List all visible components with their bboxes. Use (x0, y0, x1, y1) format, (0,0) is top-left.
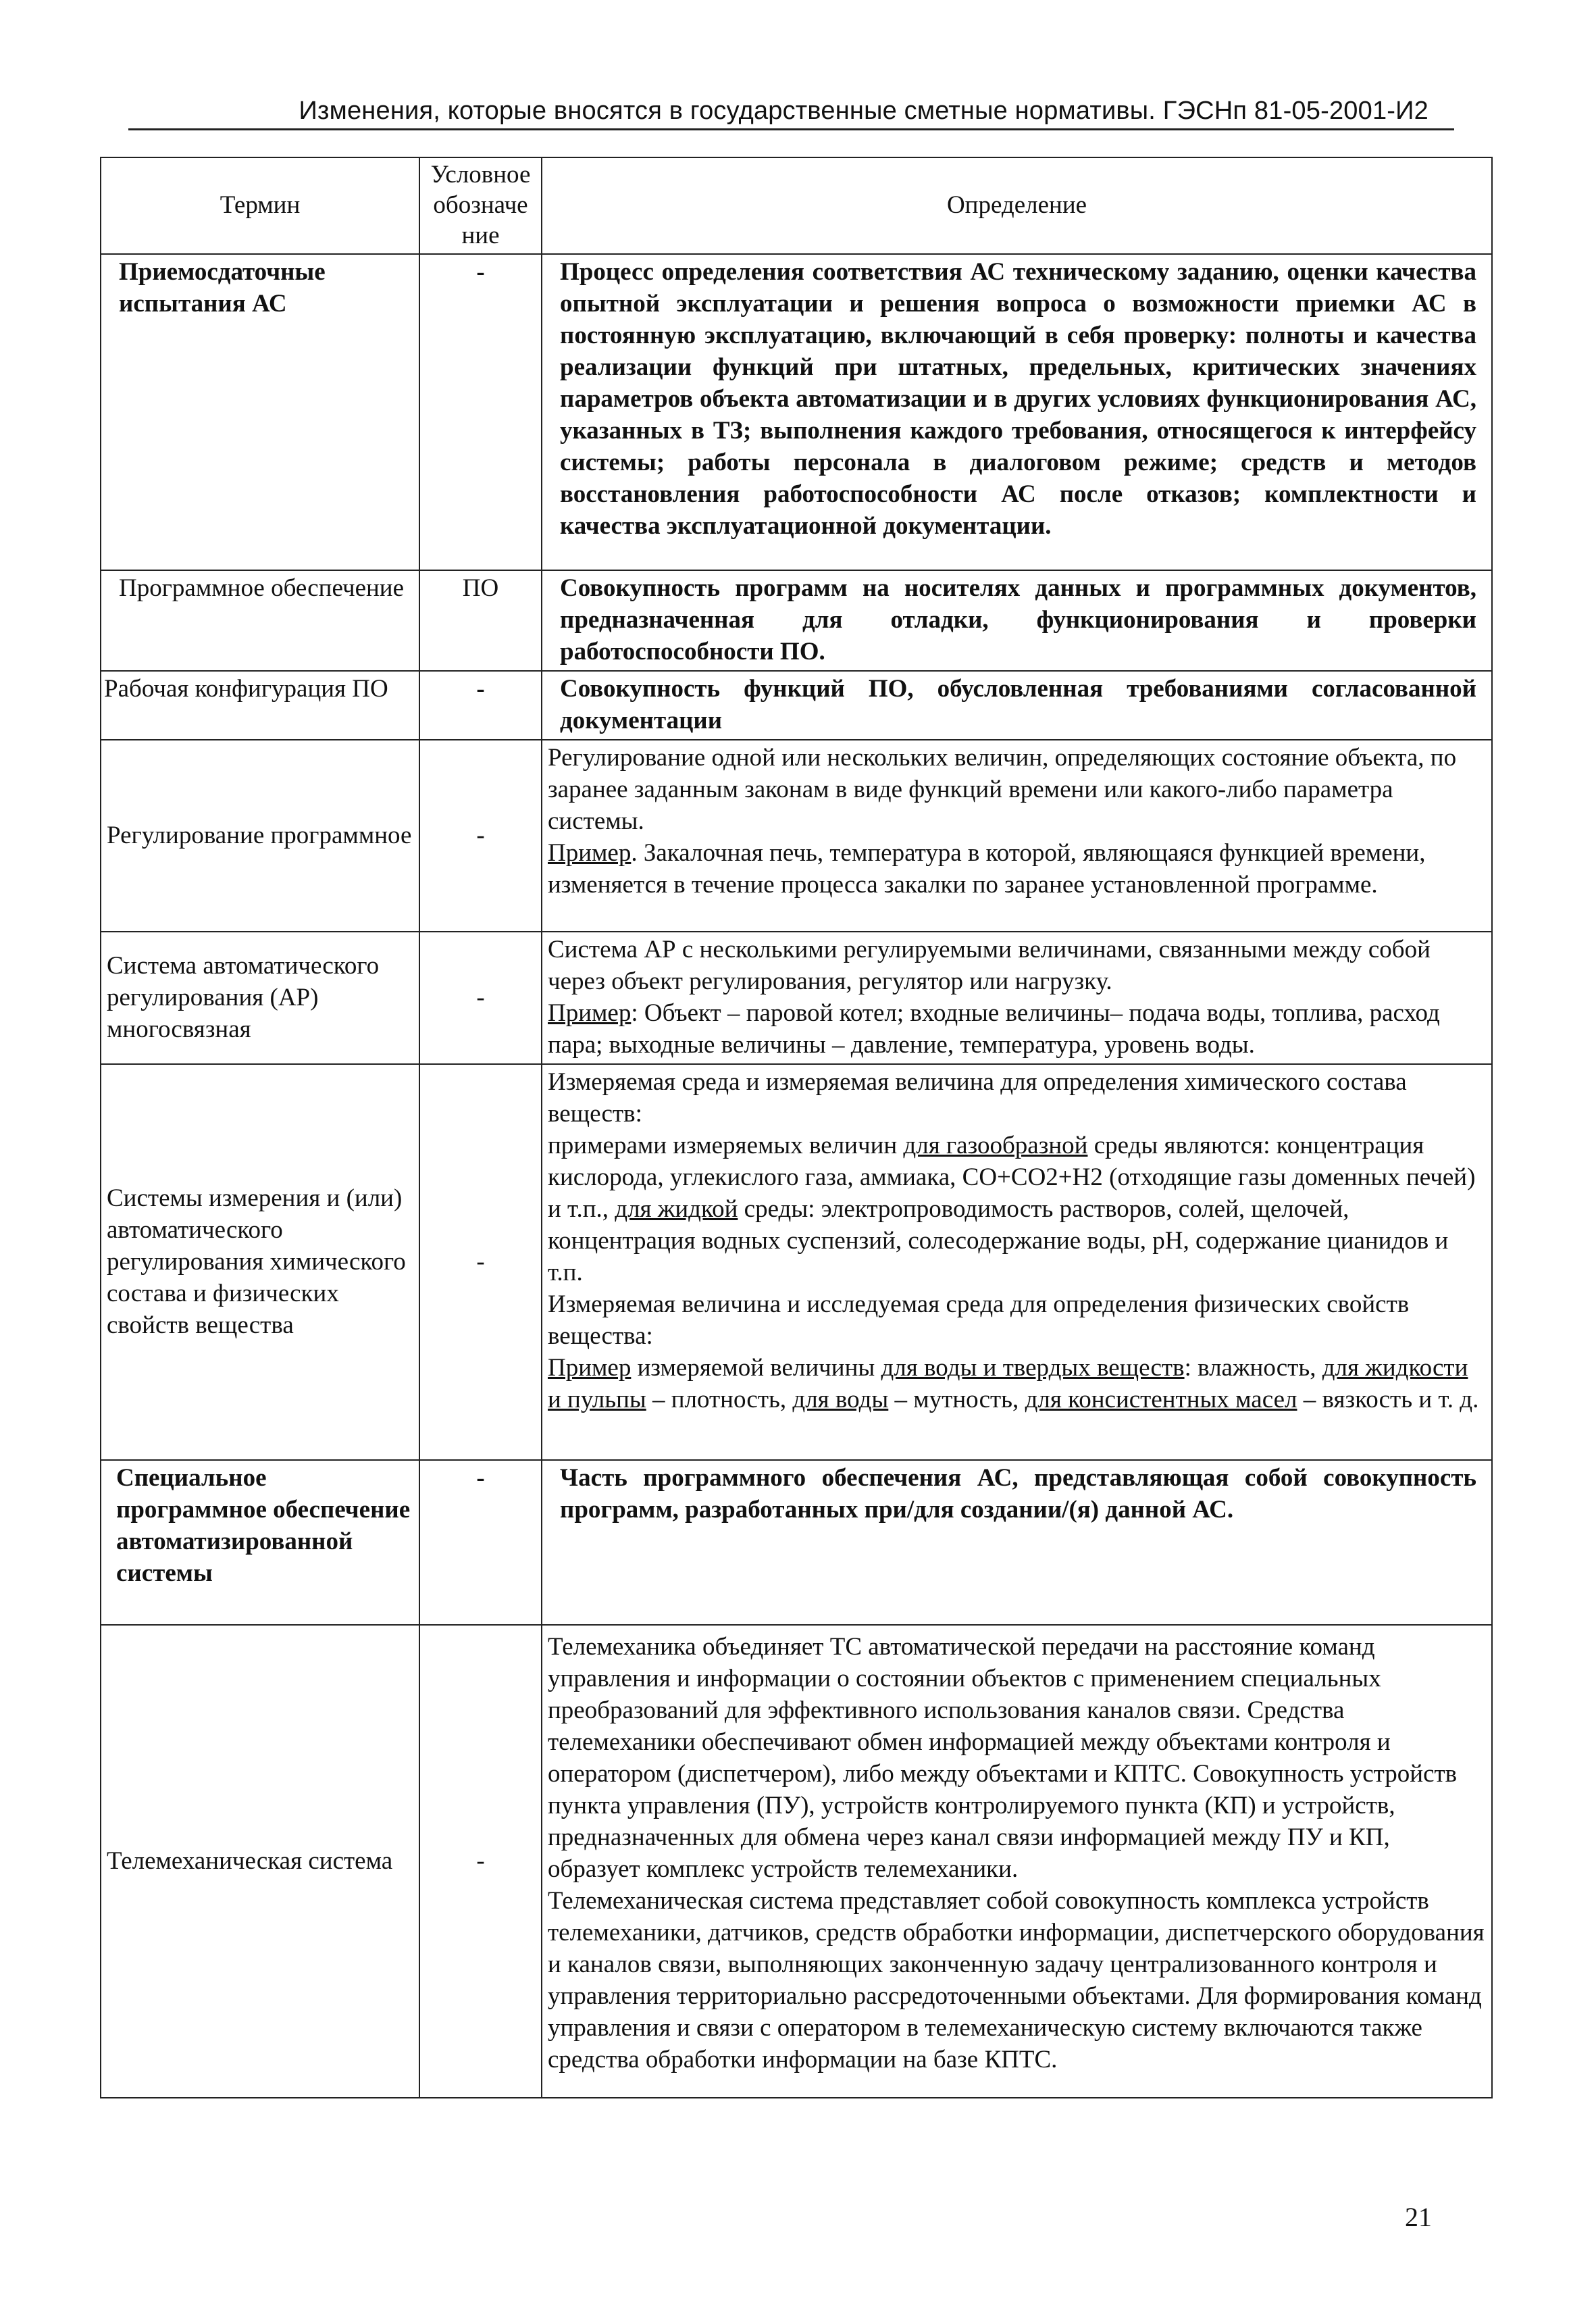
table-row (101, 1460, 1492, 1625)
term-cell: Специальное программное обеспечение автоматизированной системы (101, 1460, 419, 1625)
terms-table (100, 157, 1493, 2098)
term-cell: Регулирование программное (101, 740, 419, 932)
definition-cell: Измеряемая среда и измеряемая величина для определения химического состава веществ: примерами измеряемых величин для газообразной среды являются: концентрация кислорода, углекислого газа, аммиака, СО+СО2+Н2 (отходящие газы доменных печей) и т.п., для жидкой среды: электропроводимость растворов, солей, щелочей, концентрация водных суспензий, солесодержание воды, рН, содержание цианидов и т.п. Измеряемая величина и исследуемая среда для определения физических свойств вещества: Пример измеряемой величины для воды и твердых веществ: влажность, для жидкости и пульпы – плотность, для воды – мутность, для консистентных масел – вязкость и т. д. (542, 1064, 1492, 1460)
term-cell: Система автоматического регулирования (АР) многосвязная (101, 932, 419, 1064)
symbol-cell: - (419, 1460, 542, 1625)
term-cell: Телемеханическая система (101, 1625, 419, 2098)
example-label: Пример (548, 839, 632, 867)
table-row (101, 254, 1492, 570)
page-header (128, 93, 1454, 130)
symbol-cell: - (419, 671, 542, 740)
definition-cell: Совокупность программ на носителях данных и программных документов, предназначенная для отладки, функционирования и проверки работоспособности ПО. (542, 570, 1492, 671)
symbol-cell: - (419, 932, 542, 1064)
example-label: Пример (548, 999, 632, 1027)
header-text: Изменения, которые вносятся в государственные сметные нормативы. ГЭСНп 81-05-2001-И2 (299, 97, 1428, 125)
table-row (101, 570, 1492, 671)
symbol-cell: - (419, 740, 542, 932)
table-row (101, 1625, 1492, 2098)
column-header-term: Термин (101, 157, 419, 254)
symbol-cell: ПО (419, 570, 542, 671)
term-cell: Приемосдаточные испытания АС (101, 254, 419, 570)
symbol-cell: - (419, 1625, 542, 2098)
table-row (101, 932, 1492, 1064)
table-row (101, 1064, 1492, 1460)
term-cell: Программное обеспечение (101, 570, 419, 671)
table-header-row (101, 157, 1492, 254)
page-number: 21 (1405, 2202, 1432, 2232)
definition-cell: Регулирование одной или нескольких величин, определяющих состояние объекта, по заранее заданным законам в виде функций времени или какого-либо параметра системы. Пример. Закалочная печь, температура в которой, являющаяся функцией времени, изменяется в течение процесса закалки по заранее установленной программе. (542, 740, 1492, 932)
definition-cell: Часть программного обеспечения АС, представляющая собой совокупность программ, разработанных при/для создании/(я) данной АС. (542, 1460, 1492, 1625)
symbol-cell: - (419, 254, 542, 570)
definition-cell: Телемеханика объединяет ТС автоматической передачи на расстояние команд управления и информации о состоянии объектов с применением специальных преобразований для эффективного использования каналов связи. Средства телемеханики обеспечивают обмен информацией между объектами контроля и оператором (диспетчером), либо между объектами и КПТС. Совокупность устройств пункта управления (ПУ), устройств контролируемого пункта (КП) и устройств, предназначенных для обмена через канал связи информацией между ПУ и КП, образует комплекс устройств телемеханики. Телемеханическая система представляет собой совокупность комплекса устройств телемеханики, датчиков, средств обработки информации, диспетчерского оборудования и каналов связи, выполняющих законченную задачу централизованного контроля и управления территориально рассредоточенными объектами. Для формирования команд управления и связи с оператором в телемеханическую систему включаются также средства обработки информации на базе КПТС. (542, 1625, 1492, 2098)
term-cell: Рабочая конфигурация ПО (101, 671, 419, 740)
definition-cell: Совокупность функций ПО, обусловленная требованиями согласованной документации (542, 671, 1492, 740)
column-header-definition: Определение (542, 157, 1492, 254)
term-cell: Системы измерения и (или) автоматического регулирования химического состава и физических свойств вещества (101, 1064, 419, 1460)
column-header-symbol: Условное обозначе ние (419, 157, 542, 254)
symbol-cell: - (419, 1064, 542, 1460)
table-row (101, 671, 1492, 740)
definition-cell: Система АР с несколькими регулируемыми величинами, связанными между собой через объект регулирования, регулятор или нагрузку. Пример: Объект – паровой котел; входные величины– подача воды, топлива, расход пара; выходные величины – давление, температура, уровень воды. (542, 932, 1492, 1064)
table-row (101, 740, 1492, 932)
definition-cell: Процесс определения соответствия АС техническому заданию, оценки качества опытной эксплуатации и решения вопроса о возможности приемки АС в постоянную эксплуатацию, включающий в себя проверку: полноты и качества реализации функций при штатных, предельных, критических значениях параметров объекта автоматизации и в других условиях функционирования АС, указанных в ТЗ; выполнения каждого требования, относящегося к интерфейсу системы; работы персонала в диалоговом режиме; средств и методов восстановления работоспособности АС после отказов; комплектности и качества эксплуатационной документации. (542, 254, 1492, 570)
